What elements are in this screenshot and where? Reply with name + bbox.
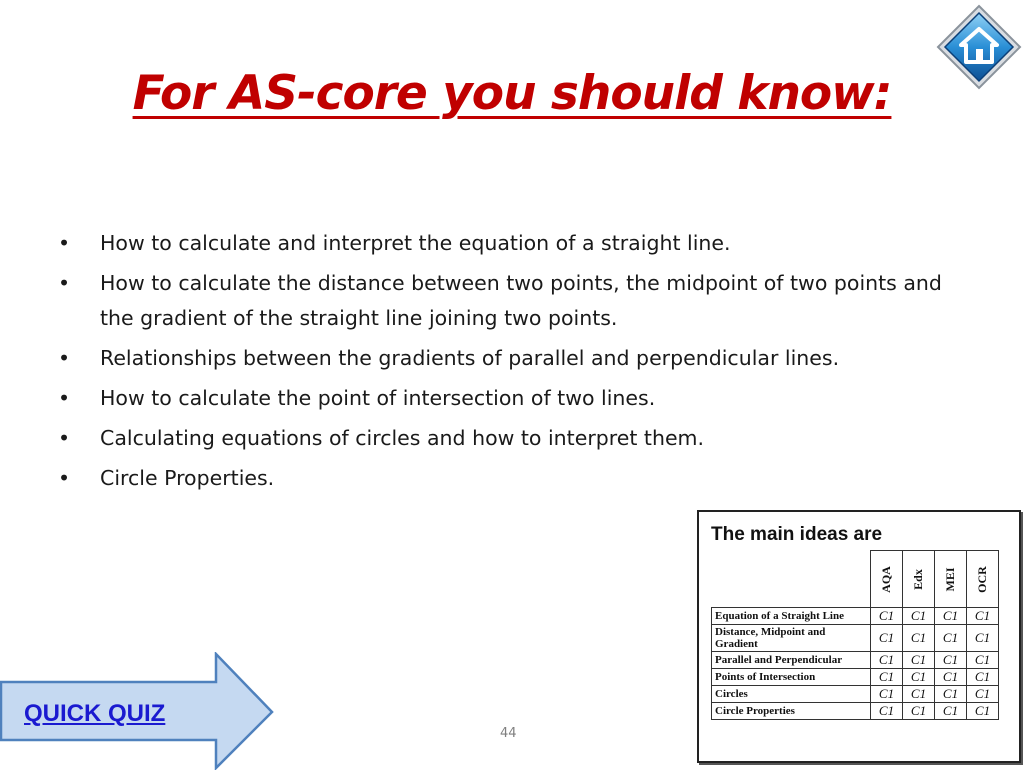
value-cell: C1 [935, 669, 967, 686]
bullet-item: • How to calculate the distance between two points, the midpoint of two points and the gradient of the straight line joining two points. [58, 266, 958, 336]
board-header: AQA [871, 551, 903, 608]
value-cell: C1 [967, 608, 999, 625]
value-cell: C1 [967, 652, 999, 669]
main-ideas-table-image [697, 510, 1021, 763]
value-cell: C1 [935, 608, 967, 625]
table-heading: The main ideas are [711, 524, 883, 545]
bullet-list [58, 226, 958, 501]
value-cell: C1 [903, 703, 935, 720]
table-row [712, 625, 999, 652]
page-number: 44 [500, 726, 517, 741]
quick-quiz-link[interactable]: QUICK QUIZ [24, 700, 166, 727]
bullet-item: • How to calculate the point of intersection of two lines. [58, 381, 958, 416]
bullet-item: • How to calculate and interpret the equation of a straight line. [58, 226, 958, 261]
board-header: OCR [967, 551, 999, 608]
slide-title: For AS-core you should know: [132, 66, 892, 121]
value-cell: C1 [903, 669, 935, 686]
topic-cell: Equation of a Straight Line [712, 608, 871, 625]
bullet-item: • Relationships between the gradients of parallel and perpendicular lines. [58, 341, 958, 376]
table-row [712, 669, 999, 686]
bullet-item: • Circle Properties. [58, 461, 958, 496]
value-cell: C1 [967, 703, 999, 720]
value-cell: C1 [935, 625, 967, 652]
table-corner [712, 551, 871, 608]
board-header: Edx [903, 551, 935, 608]
value-cell: C1 [871, 652, 903, 669]
table-row [712, 652, 999, 669]
board-header: MEI [935, 551, 967, 608]
value-cell: C1 [935, 652, 967, 669]
table-row [712, 686, 999, 703]
value-cell: C1 [871, 669, 903, 686]
topic-cell: Parallel and Perpendicular [712, 652, 871, 669]
table-row [712, 608, 999, 625]
value-cell: C1 [871, 703, 903, 720]
value-cell: C1 [935, 686, 967, 703]
value-cell: C1 [871, 608, 903, 625]
table-row [712, 703, 999, 720]
bullet-item: • Calculating equations of circles and how to interpret them. [58, 421, 958, 456]
topic-cell: Distance, Midpoint and Gradient [712, 625, 871, 652]
value-cell: C1 [967, 625, 999, 652]
value-cell: C1 [903, 652, 935, 669]
value-cell: C1 [967, 686, 999, 703]
value-cell: C1 [871, 625, 903, 652]
value-cell: C1 [967, 669, 999, 686]
topic-cell: Points of Intersection [712, 669, 871, 686]
topic-cell: Circle Properties [712, 703, 871, 720]
value-cell: C1 [903, 625, 935, 652]
value-cell: C1 [903, 686, 935, 703]
topic-cell: Circles [712, 686, 871, 703]
value-cell: C1 [935, 703, 967, 720]
value-cell: C1 [871, 686, 903, 703]
home-icon[interactable] [936, 4, 1022, 90]
value-cell: C1 [903, 608, 935, 625]
main-ideas-table [711, 550, 999, 720]
